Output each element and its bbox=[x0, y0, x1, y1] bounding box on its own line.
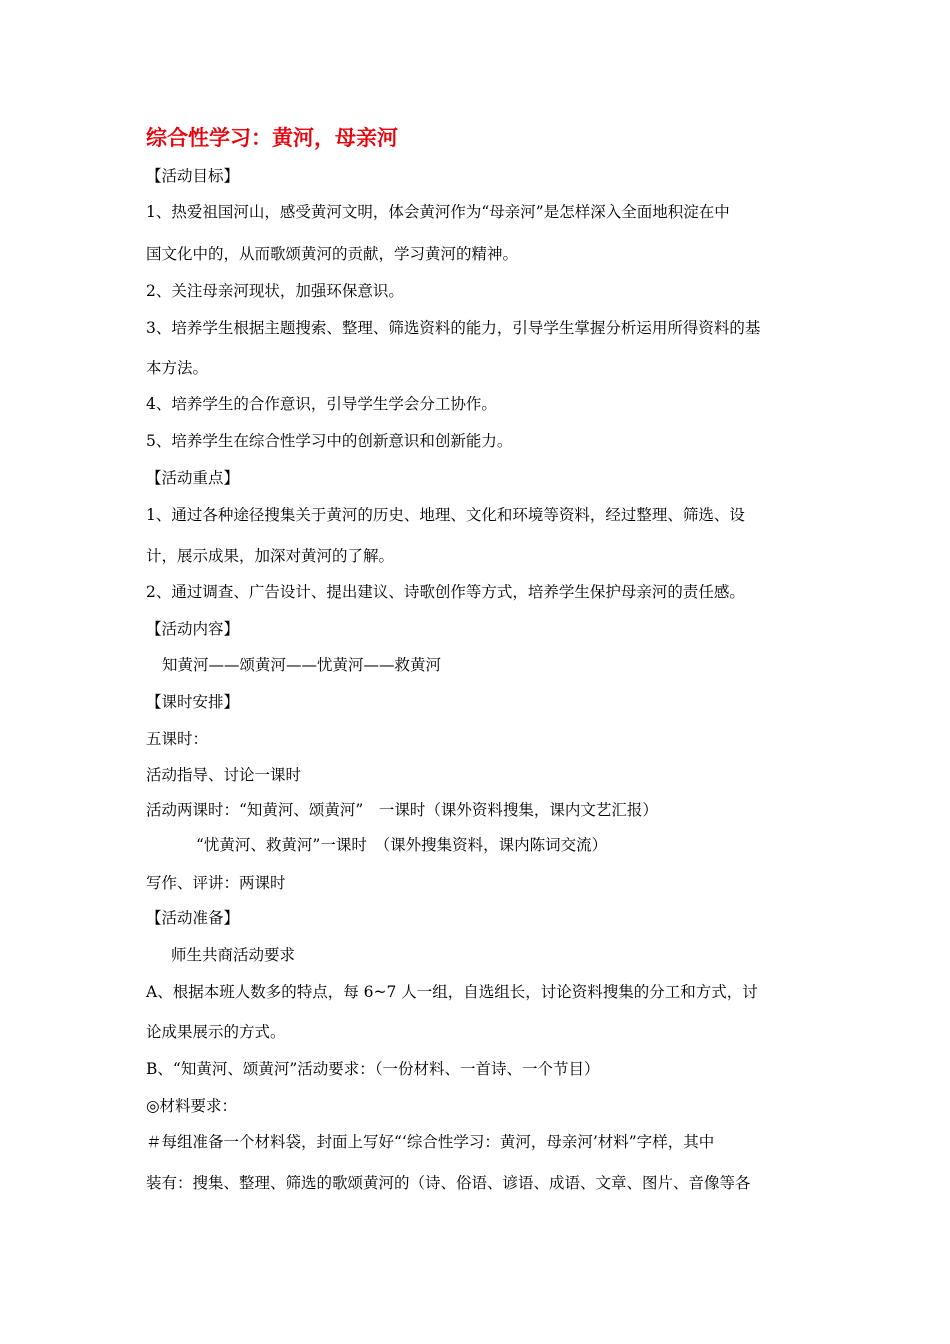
paragraph-line: ◎材料要求： bbox=[146, 1097, 238, 1115]
paragraph-line: 活动两课时：“知黄河、颂黄河” 一课时（课外资料搜集，课内文艺汇报） bbox=[146, 801, 658, 819]
paragraph-line: 知黄河——颂黄河——忧黄河——救黄河 bbox=[162, 656, 442, 674]
paragraph-line: 4、培养学生的合作意识，引导学生学会分工协作。 bbox=[146, 395, 497, 413]
document-title: 综合性学习：黄河，母亲河 bbox=[146, 125, 398, 150]
paragraph-line: 计，展示成果，加深对黄河的了解。 bbox=[146, 547, 395, 565]
paragraph-line: 师生共商活动要求 bbox=[171, 946, 296, 964]
paragraph-line: 本方法。 bbox=[146, 359, 209, 377]
section-heading-focus: 【活动重点】 bbox=[146, 469, 240, 487]
paragraph-line: ＃每组准备一个材料袋，封面上写好“‘综合性学习：黄河，母亲河’材料”字样，其中 bbox=[146, 1133, 715, 1151]
paragraph-line: “忧黄河、救黄河”一课时 （课外搜集资料，课内陈词交流） bbox=[196, 836, 608, 854]
paragraph-line: A、根据本班人数多的特点，每 6~7 人一组，自选组长，讨论资料搜集的分工和方式，讨 bbox=[146, 983, 758, 1001]
paragraph-line: 2、关注母亲河现状，加强环保意识。 bbox=[146, 282, 404, 300]
paragraph-line: 1、热爱祖国河山，感受黄河文明，体会黄河作为“母亲河”是怎样深入全面地积淀在中 bbox=[146, 203, 730, 221]
paragraph-line: 3、培养学生根据主题搜索、整理、筛选资料的能力，引导学生掌握分析运用所得资料的基 bbox=[146, 319, 761, 337]
paragraph-line: 五课时： bbox=[146, 730, 209, 748]
paragraph-line: B、“知黄河、颂黄河”活动要求：（一份材料、一首诗、一个节目） bbox=[146, 1060, 600, 1078]
paragraph-line: 5、培养学生在综合性学习中的创新意识和创新能力。 bbox=[146, 432, 513, 450]
paragraph-line: 2、通过调查、广告设计、提出建议、诗歌创作等方式，培养学生保护母亲河的责任感。 bbox=[146, 583, 745, 601]
paragraph-line: 写作、评讲：两课时 bbox=[146, 874, 286, 892]
section-heading-preparation: 【活动准备】 bbox=[146, 909, 240, 927]
section-heading-schedule: 【课时安排】 bbox=[146, 693, 240, 711]
section-heading-content: 【活动内容】 bbox=[146, 620, 240, 638]
paragraph-line: 装有：搜集、整理、筛选的歌颂黄河的（诗、俗语、谚语、成语、文章、图片、音像等各 bbox=[146, 1174, 751, 1192]
paragraph-line: 活动指导、讨论一课时 bbox=[146, 766, 302, 784]
section-heading-goals: 【活动目标】 bbox=[146, 167, 240, 185]
paragraph-line: 1、通过各种途径搜集关于黄河的历史、地理、文化和环境等资料，经过整理、筛选、设 bbox=[146, 506, 745, 524]
paragraph-line: 论成果展示的方式。 bbox=[146, 1023, 286, 1041]
paragraph-line: 国文化中的，从而歌颂黄河的贡献，学习黄河的精神。 bbox=[146, 245, 519, 263]
